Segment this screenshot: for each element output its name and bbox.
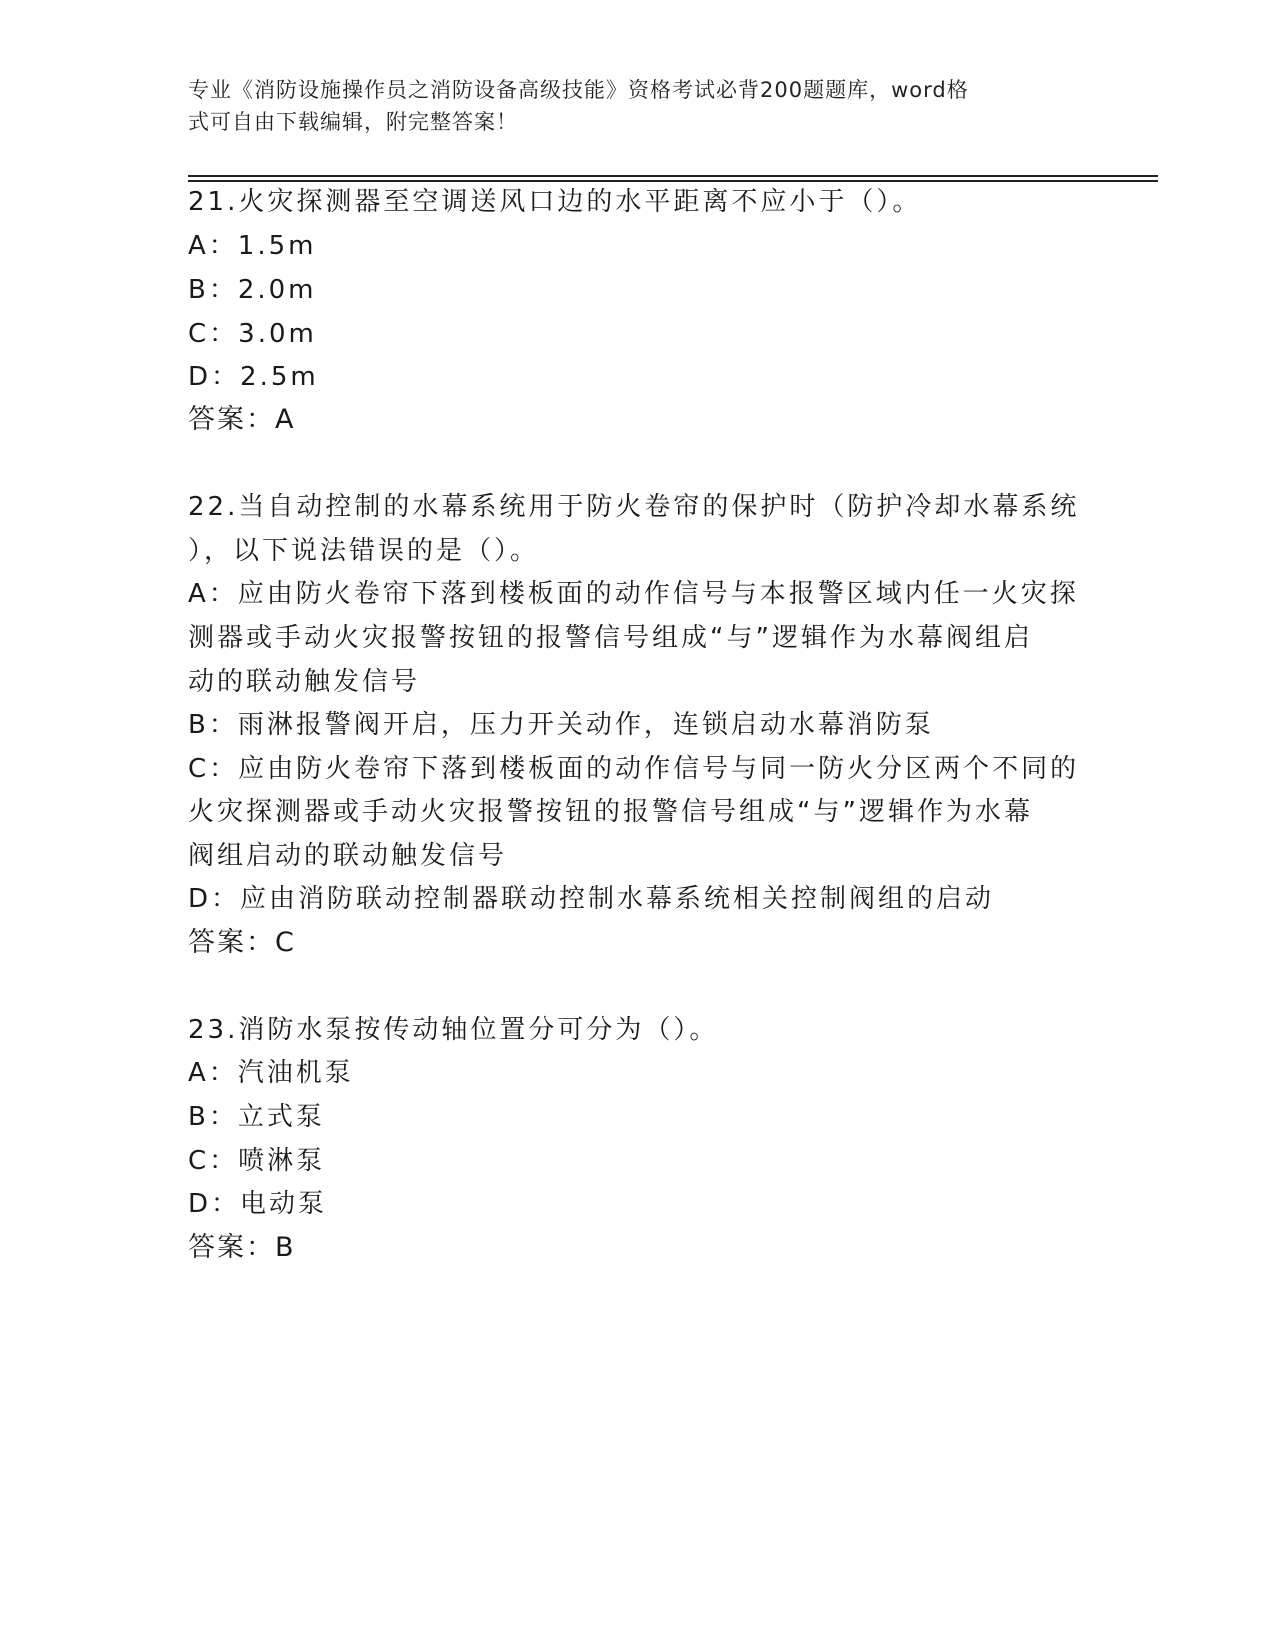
question-22-answer: 答案：C bbox=[188, 927, 296, 958]
question-22-option-c-line-1: C：应由防火卷帘下落到楼板面的动作信号与同一防火分区两个不同的 bbox=[188, 754, 1080, 784]
question-23-stem: 23.消防水泵按传动轴位置分可分为（）。 bbox=[188, 1015, 719, 1045]
question-23-answer: 答案：B bbox=[188, 1232, 296, 1263]
header-divider-top bbox=[188, 175, 1158, 177]
question-22-option-a-line-2: 测器或手动火灾报警按钮的报警信号组成“与”逻辑作为水幕阀组启 bbox=[188, 623, 1033, 653]
question-21-option-a: A：1.5m bbox=[188, 231, 317, 261]
question-22-stem-line-2: ），以下说法错误的是（）。 bbox=[188, 536, 540, 566]
question-23-option-a: A：汽油机泵 bbox=[188, 1058, 354, 1088]
question-21-option-d: D：2.5m bbox=[188, 362, 319, 392]
header-divider-bottom bbox=[188, 180, 1158, 182]
question-22-option-a-line-1: A：应由防火卷帘下落到楼板面的动作信号与本报警区域内任一火灾探 bbox=[188, 579, 1079, 609]
question-22-option-d: D：应由消防联动控制器联动控制水幕系统相关控制阀组的启动 bbox=[188, 884, 995, 914]
header-title-line-1: 专业《消防设施操作员之消防设备高级技能》资格考试必背200题题库，word格 bbox=[188, 78, 969, 102]
question-23-option-c: C：喷淋泵 bbox=[188, 1146, 326, 1176]
question-22-option-c-line-3: 阀组启动的联动触发信号 bbox=[188, 841, 508, 871]
document-header bbox=[188, 74, 1068, 138]
question-22-option-b: B：雨淋报警阀开启，压力开关动作，连锁启动水幕消防泵 bbox=[188, 710, 934, 740]
question-21-option-c: C：3.0m bbox=[188, 319, 317, 349]
question-22-option-a-line-3: 动的联动触发信号 bbox=[188, 667, 421, 697]
question-23-option-b: B：立式泵 bbox=[188, 1102, 325, 1132]
question-22-stem-line-1: 22.当自动控制的水幕系统用于防火卷帘的保护时（防护冷却水幕系统 bbox=[188, 492, 1080, 522]
question-21-answer: 答案：A bbox=[188, 404, 296, 435]
header-title-line-2: 式可自由下载编辑，附完整答案！ bbox=[188, 110, 518, 134]
question-22-option-c-line-2: 火灾探测器或手动火灾报警按钮的报警信号组成“与”逻辑作为水幕 bbox=[188, 797, 1033, 827]
question-21-stem: 21.火灾探测器至空调送风口边的水平距离不应小于（）。 bbox=[188, 187, 922, 217]
question-21-option-b: B：2.0m bbox=[188, 275, 317, 305]
question-23-option-d: D：电动泵 bbox=[188, 1189, 328, 1219]
